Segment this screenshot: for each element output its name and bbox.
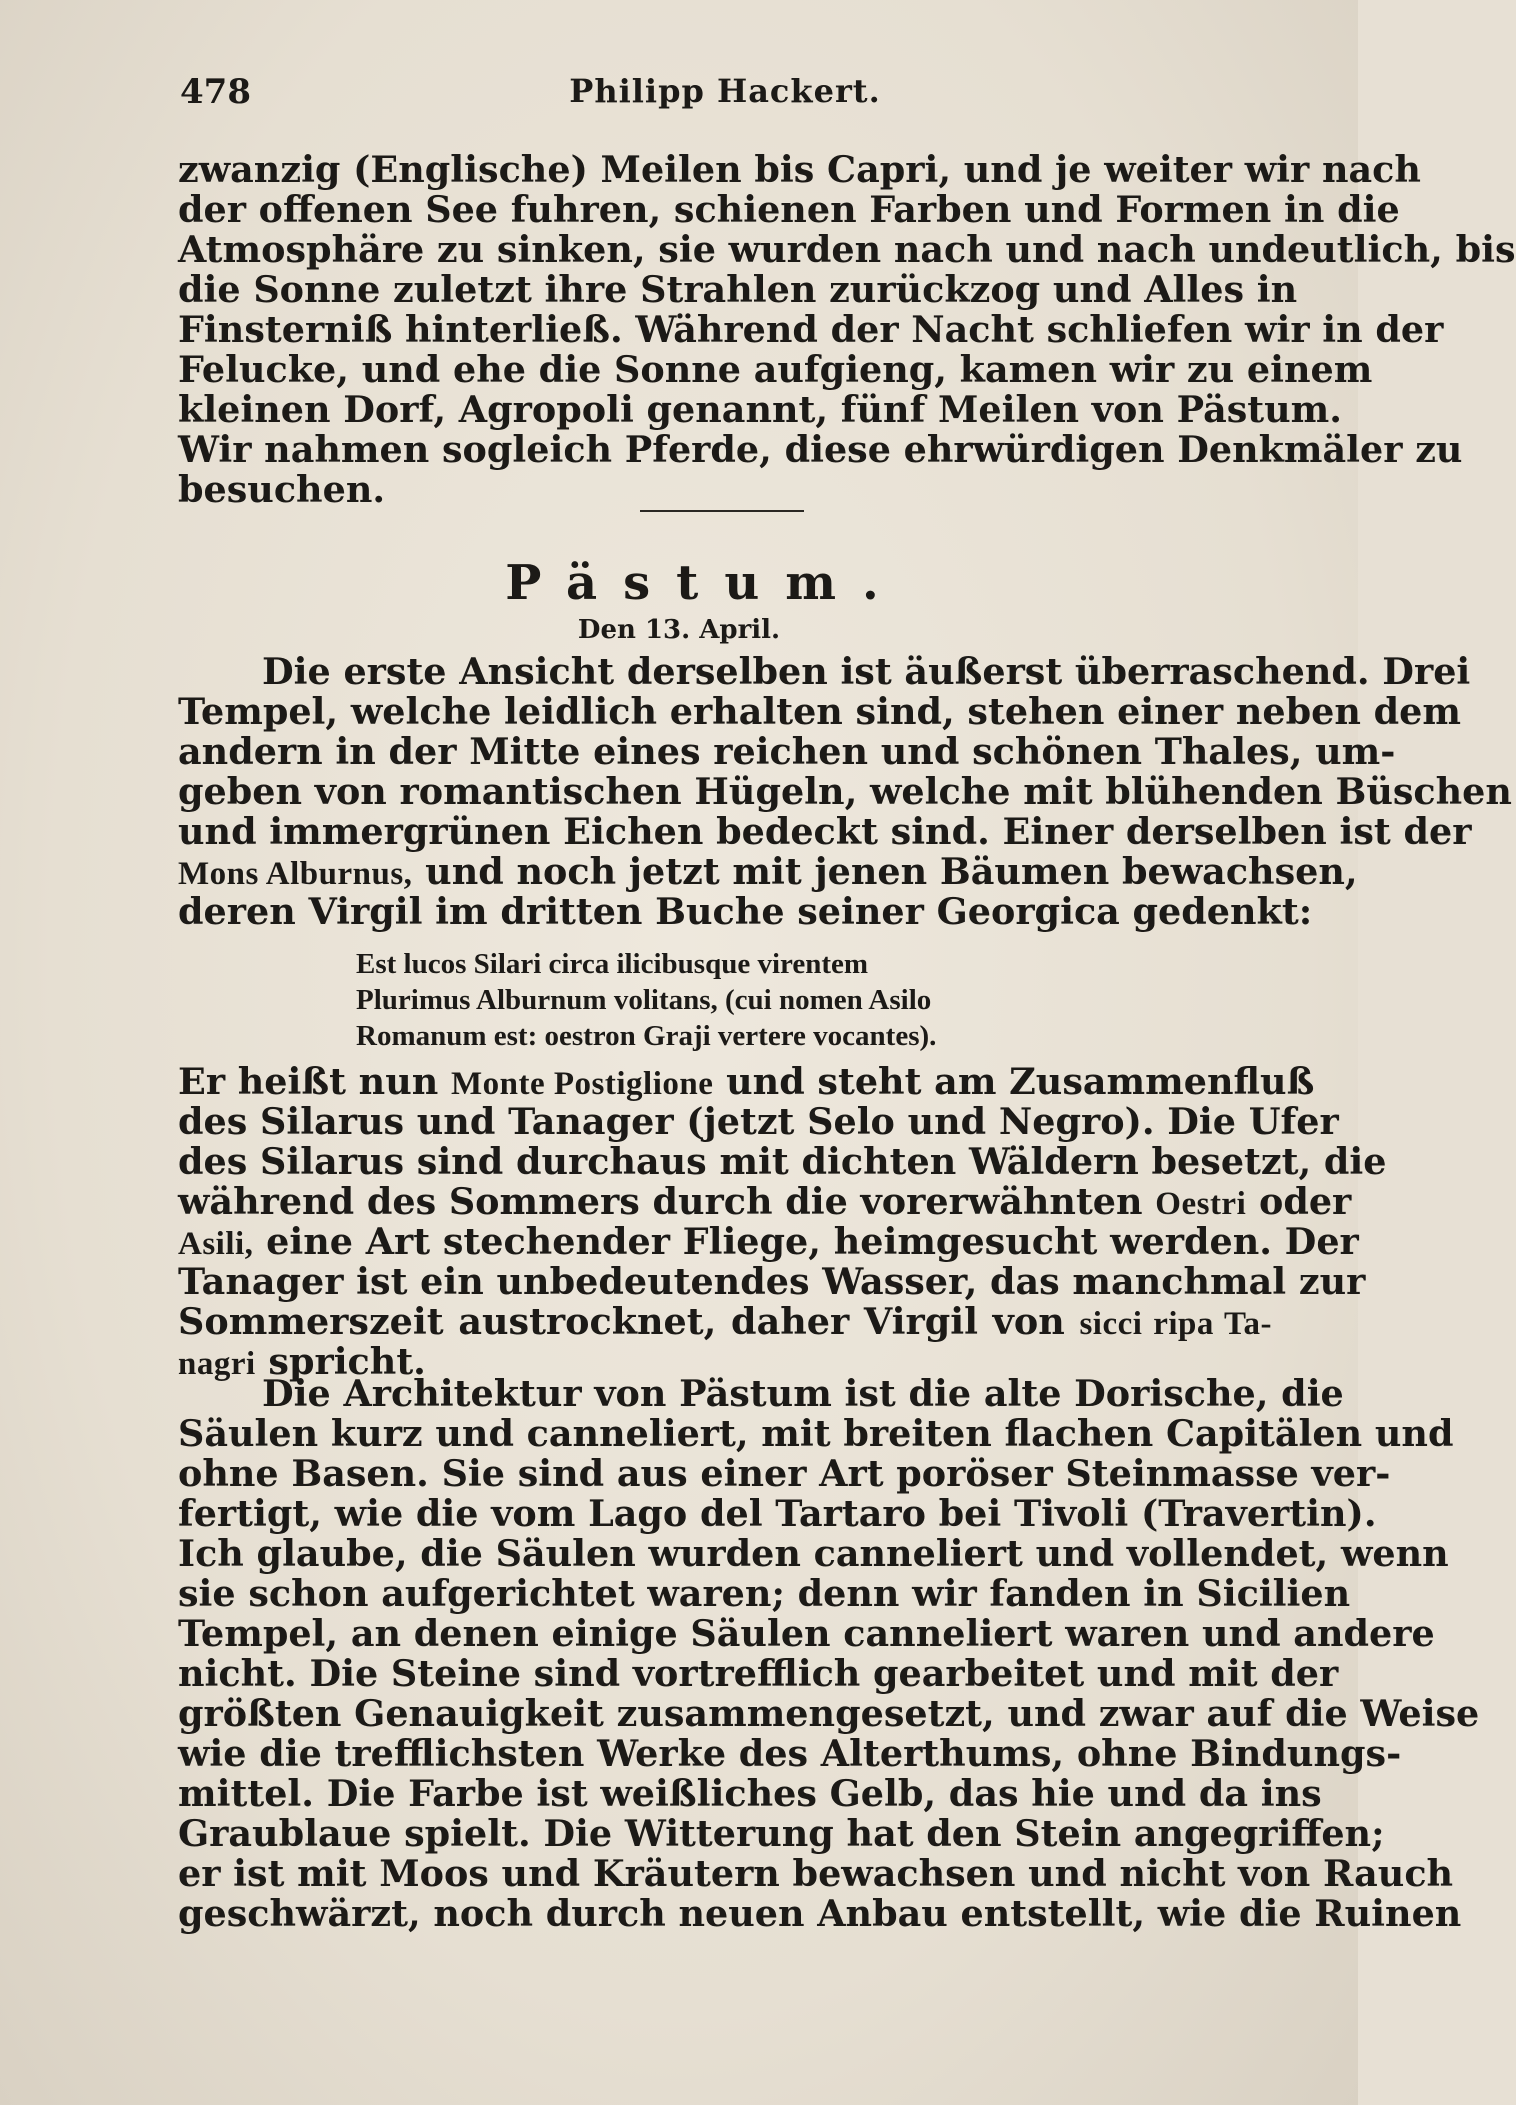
quote-line: Romanum est: oestron Graji vertere vocantes). — [356, 1020, 937, 1052]
paragraph-1 — [178, 650, 1512, 933]
text-line: Die Architektur von Pästum ist die alte Dorische, die — [262, 1372, 1344, 1415]
text-segment: während des Sommers durch die vorerwähnten — [178, 1180, 1143, 1223]
text-line: mittel. Die Farbe ist weißliches Gelb, das hie und da ins — [178, 1772, 1322, 1815]
text-segment: spricht. — [268, 1340, 426, 1383]
section-date: Den 13. April. — [577, 615, 781, 645]
paragraph-2 — [178, 1060, 1387, 1383]
quote-line: Plurimus Alburnum volitans, (cui nomen Asilo — [356, 984, 932, 1016]
text-line: des Silarus sind durchaus mit dichten Wäldern besetzt, die — [178, 1140, 1387, 1183]
text-line: geschwärzt, noch durch neuen Anbau entstellt, wie die Ruinen — [178, 1892, 1462, 1935]
text-line: fertigt, wie die vom Lago del Tartaro bei Tivoli (Travertin). — [178, 1492, 1377, 1535]
text-line — [178, 1302, 1272, 1342]
text-line: wie die trefflichsten Werke des Alterthums, ohne Bindungs- — [178, 1732, 1402, 1775]
text-segment: oder — [1258, 1180, 1352, 1223]
text-line: kleinen Dorf, Agropoli genannt, fünf Meilen von Pästum. — [178, 388, 1342, 431]
text-line: zwanzig (Englische) Meilen bis Capri, und je weiter wir nach — [178, 148, 1421, 191]
text-line: Ich glaube, die Säulen wurden canneliert und vollendet, wenn — [178, 1532, 1449, 1575]
quote-line: Est lucos Silari circa ilicibusque virentem — [356, 948, 869, 980]
running-title: Philipp Hackert. — [569, 72, 881, 110]
text-line — [178, 1220, 1359, 1263]
section-divider — [640, 510, 804, 512]
text-line: Tempel, an denen einige Säulen canneliert waren und andere — [178, 1612, 1435, 1655]
latin-term: Oestri — [1155, 1186, 1247, 1222]
text-line: Finsterniß hinterließ. Während der Nacht schliefen wir in der — [178, 308, 1444, 351]
latin-term: nagri — [178, 1346, 256, 1382]
text-segment: und noch jetzt mit jenen Bäumen bewachsen, — [425, 850, 1358, 893]
latin-term: sicci ripa Ta- — [1079, 1306, 1272, 1342]
text-line: größten Genauigkeit zusammengesetzt, und zwar auf die Weise — [178, 1692, 1480, 1735]
text-line: er ist mit Moos und Kräutern bewachsen und nicht von Rauch — [178, 1852, 1454, 1895]
text-line: des Silarus und Tanager (jetzt Selo und Negro). Die Ufer — [178, 1100, 1339, 1143]
text-line: sie schon aufgerichtet waren; denn wir fanden in Sicilien — [178, 1572, 1351, 1615]
text-line: deren Virgil im dritten Buche seiner Georgica gedenkt: — [178, 890, 1313, 933]
text-line: Wir nahmen sogleich Pferde, diese ehrwürdigen Denkmäler zu — [178, 428, 1463, 471]
paragraph-3 — [178, 1372, 1480, 1935]
text-line: geben von romantischen Hügeln, welche mit blühenden Büschen — [178, 770, 1512, 813]
text-line — [178, 1060, 1315, 1103]
text-line — [178, 850, 1358, 893]
latin-term: Mons Alburnus, — [178, 856, 413, 892]
text-line: andern in der Mitte eines reichen und schönen Thales, um- — [178, 730, 1396, 773]
text-segment: Er heißt nun — [178, 1060, 439, 1103]
intro-paragraph — [178, 148, 1516, 511]
text-segment: und steht am Zusammenfluß — [726, 1060, 1315, 1103]
text-line: besuchen. — [178, 468, 386, 511]
text-line: der offenen See fuhren, schienen Farben und Formen in die — [178, 188, 1400, 231]
page-number: 478 — [180, 72, 251, 112]
text-line: nicht. Die Steine sind vortrefflich gearbeitet und mit der — [178, 1652, 1339, 1695]
text-line: Felucke, und ehe die Sonne aufgieng, kamen wir zu einem — [178, 348, 1373, 391]
section-title: Pästum. — [505, 555, 905, 611]
text-line: Tanager ist ein unbedeutendes Wasser, das manchmal zur — [178, 1260, 1366, 1303]
text-line — [178, 1180, 1352, 1223]
latin-term: Asili, — [178, 1226, 254, 1262]
latin-quotation — [356, 946, 1096, 1054]
text-segment: Sommerszeit austrocknet, daher Virgil von — [178, 1300, 1065, 1343]
text-line: Graublaue spielt. Die Witterung hat den Stein angegriffen; — [178, 1812, 1385, 1855]
text-line: die Sonne zuletzt ihre Strahlen zurückzog und Alles in — [178, 268, 1298, 311]
text-line: Die erste Ansicht derselben ist äußerst überraschend. Drei — [262, 650, 1471, 693]
latin-term: Monte Postiglione — [451, 1066, 714, 1102]
text-segment: eine Art stechender Fliege, heimgesucht werden. Der — [266, 1220, 1359, 1263]
text-line: ohne Basen. Sie sind aus einer Art poröser Steinmasse ver- — [178, 1452, 1391, 1495]
text-line: Säulen kurz und canneliert, mit breiten flachen Capitälen und — [178, 1412, 1454, 1455]
text-line: Tempel, welche leidlich erhalten sind, stehen einer neben dem — [178, 690, 1461, 733]
page-header — [180, 72, 1270, 120]
text-line: Atmosphäre zu sinken, sie wurden nach und nach undeutlich, bis — [178, 228, 1516, 271]
text-line: und immergrünen Eichen bedeckt sind. Einer derselben ist der — [178, 810, 1472, 853]
